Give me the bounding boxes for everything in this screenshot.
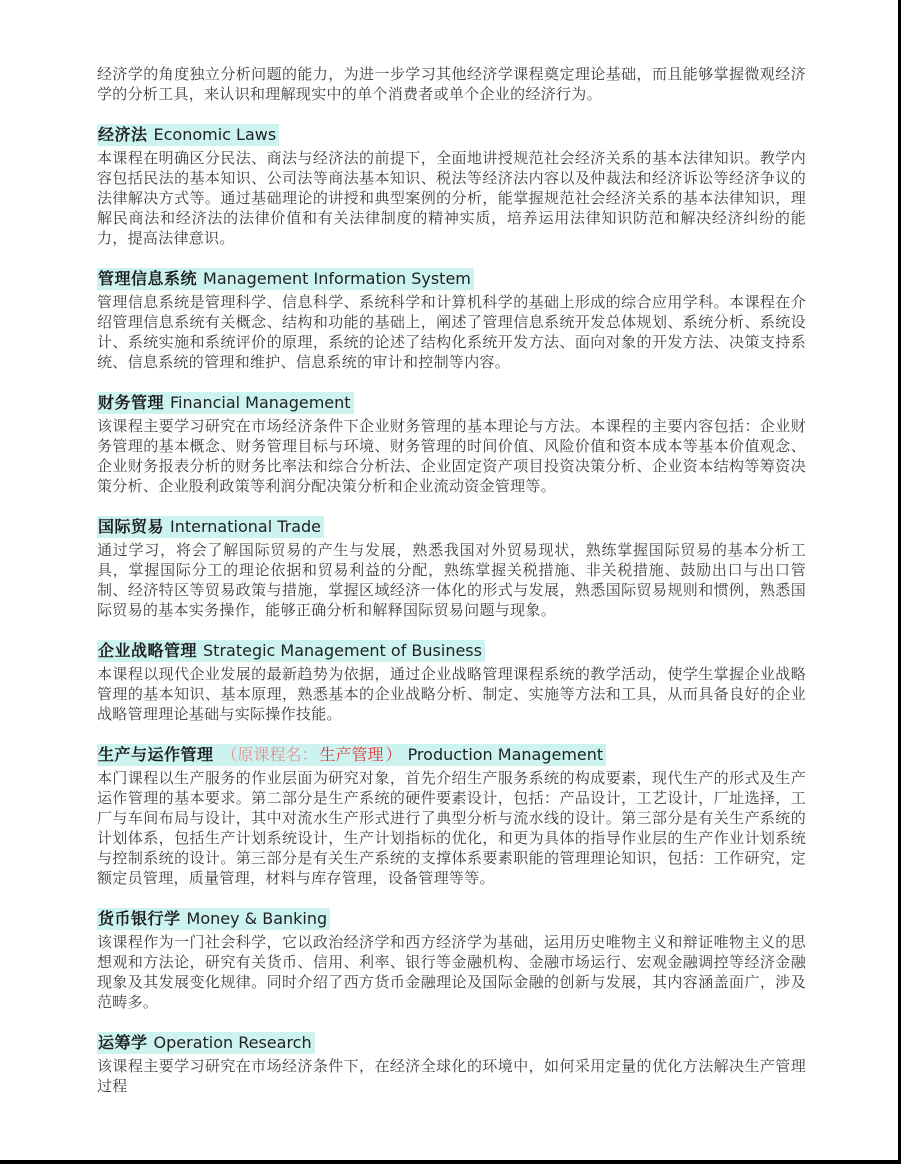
course-section-financial-management — [97, 392, 806, 496]
former-course-name-label: （原课程名： — [221, 745, 318, 764]
course-title-en: Financial Management — [170, 393, 351, 412]
course-heading — [97, 516, 806, 538]
course-title-en: Strategic Management of Business — [203, 641, 482, 660]
course-title-zh: 企业战略管理 — [98, 641, 198, 660]
course-description: 本门课程以生产服务的作业层面为研究对象，首先介绍生产服务系统的构成要素，现代生产的形式及生产运作管理的基本要求。第二部分是生产系统的硬件要素设计，包括：产品设计，工艺设计，厂址选择，工厂与车间布局与设计，其中对流水生产形式进行了典型分析与流水线的设计。第三部分是有关生产系统的计划体系，包括生产计划系统设计，生产计划指标的优化，和更为具体的指导作业层的生产作业计划系统与控制系统的设计。第三部分是有关生产系统的支撑体系要素职能的管理理论知识，包括：工作研究，定额定员管理，质量管理，材料与库存管理，设备管理等等。 — [97, 769, 806, 887]
heading-highlight — [97, 124, 279, 146]
intro-paragraph: 经济学的角度独立分析问题的能力，为进一步学习其他经济学课程奠定理论基础，而且能够掌握微观经济学的分析工具，来认识和理解现实中的单个消费者或单个企业的经济行为。 — [97, 65, 806, 103]
course-title-en: Production Management — [407, 745, 604, 764]
course-title-zh: 管理信息系统 — [98, 269, 198, 288]
course-section-operation-research — [97, 1032, 806, 1096]
course-title-en: Management Information System — [203, 269, 471, 288]
course-title-zh: 经济法 — [98, 125, 148, 144]
heading-highlight — [97, 516, 324, 538]
course-title-en: Money & Banking — [186, 909, 328, 928]
course-description: 本课程以现代企业发展的最新趋势为依据，通过企业战略管理课程系统的教学活动，使学生掌握企业战略管理的基本知识、基本原理，熟悉基本的企业战略分析、制定、实施等方法和工具，从而具备良好的企业战略管理理论基础与实际操作技能。 — [97, 665, 806, 723]
course-section-management-information-system — [97, 268, 806, 372]
course-heading — [97, 392, 806, 414]
heading-highlight — [97, 744, 606, 766]
course-heading — [97, 908, 806, 930]
course-title-en: International Trade — [170, 517, 322, 536]
course-description: 管理信息系统是管理科学、信息科学、系统科学和计算机科学的基础上形成的综合应用学科。本课程在介绍管理信息系统有关概念、结构和功能的基础上，阐述了管理信息系统开发总体规划、系统分析、系统设计、系统实施和系统评价的原理，系统的论述了结构化系统开发方法、面向对象的开发方法、决策支持系统、信息系统的管理和维护、信息系统的审计和控制等内容。 — [97, 293, 806, 371]
course-description: 本课程在明确区分民法、商法与经济法的前提下，全面地讲授规范社会经济关系的基本法律知识。教学内容包括民法的基本知识、公司法等商法基本知识、税法等经济法内容以及仲裁法和经济诉讼等经济争议的法律解决方式等。通过基础理论的讲授和典型案例的分析，能掌握规范社会经济关系的基本法律知识，理解民商法和经济法的法律价值和有关法律制度的精神实质，培养运用法律知识防范和解决经济纠纷的能力，提高法律意识。 — [97, 149, 806, 247]
course-title-en: Operation Research — [153, 1033, 312, 1052]
course-section-economic-laws — [97, 124, 806, 248]
course-heading — [97, 1032, 806, 1054]
course-title-zh: 货币银行学 — [98, 909, 181, 928]
heading-highlight — [97, 1032, 315, 1054]
course-description: 该课程作为一门社会科学，它以政治经济学和西方经济学为基础，运用历史唯物主义和辩证唯物主义的思想观和方法论，研究有关货币、信用、利率、银行等金融机构、金融市场运行、宏观金融调控等经济金融现象及其发展变化规律。同时介绍了西方货币金融理论及国际金融的创新与发展，其内容涵盖面广，涉及范畴多。 — [97, 933, 806, 1011]
course-description: 通过学习，将会了解国际贸易的产生与发展，熟悉我国对外贸易现状，熟练掌握国际贸易的基本分析工具，掌握国际分工的理论依据和贸易利益的分配，熟练掌握关税措施、非关税措施、鼓励出口与出口管制、经济特区等贸易政策与措施，掌握区域经济一体化的形式与发展，熟悉国际贸易规则和惯例，熟悉国际贸易的基本实务操作，能够正确分析和解释国际贸易问题与现象。 — [97, 541, 806, 619]
course-heading — [97, 640, 806, 662]
heading-highlight — [97, 268, 474, 290]
heading-highlight — [97, 908, 330, 930]
course-title-zh: 运筹学 — [98, 1033, 148, 1052]
course-section-money-and-banking — [97, 908, 806, 1012]
course-title-zh: 生产与运作管理 — [98, 745, 214, 764]
course-heading — [97, 124, 806, 146]
course-title-zh: 国际贸易 — [98, 517, 165, 536]
former-course-name: 生产管理 — [319, 745, 384, 764]
course-title-zh: 财务管理 — [98, 393, 165, 412]
course-description: 该课程主要学习研究在市场经济条件下企业财务管理的基本理论与方法。本课程的主要内容包括：企业财务管理的基本概念、财务管理目标与环境、财务管理的时间价值、风险价值和资本成本等基本价值观念、企业财务报表分析的财务比率法和综合分析法、企业固定资产项目投资决策分析、企业资本结构等筹资决策分析、企业股利政策等利润分配决策分析和企业流动资金管理等。 — [97, 417, 806, 495]
course-heading — [97, 744, 806, 766]
course-section-international-trade — [97, 516, 806, 620]
course-section-production-management — [97, 744, 806, 888]
course-title-en: Economic Laws — [153, 125, 277, 144]
course-section-strategic-management — [97, 640, 806, 724]
course-description: 该课程主要学习研究在市场经济条件下，在经济全球化的环境中，如何采用定量的优化方法解决生产管理过程 — [97, 1057, 806, 1095]
heading-highlight — [97, 392, 354, 414]
former-course-name-close-paren: ） — [385, 745, 402, 764]
heading-highlight — [97, 640, 485, 662]
course-heading — [97, 268, 806, 290]
